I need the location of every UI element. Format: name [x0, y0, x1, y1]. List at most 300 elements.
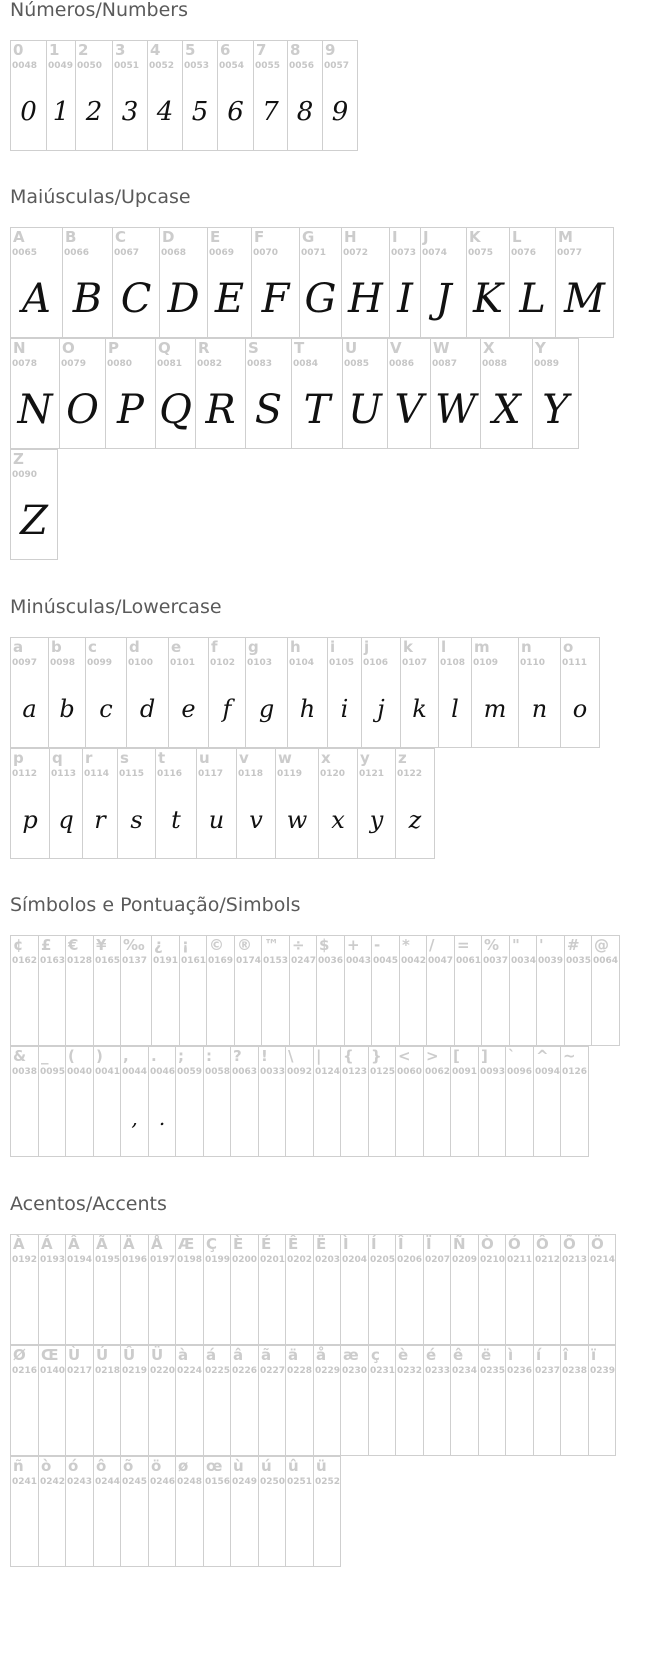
glyph-cell	[328, 638, 362, 748]
glyph-code: 0051	[114, 61, 140, 71]
glyph-sample	[451, 1384, 478, 1450]
glyph-cell	[66, 936, 94, 1046]
glyph-code: 0046	[150, 1067, 176, 1077]
glyph-sample	[231, 1085, 258, 1151]
glyph-code: 0169	[208, 956, 234, 966]
glyph-cell	[396, 1235, 424, 1345]
glyph-cell	[11, 638, 49, 748]
glyph-cell	[207, 936, 235, 1046]
glyph-cell	[259, 1457, 286, 1567]
glyph-sample: v	[249, 806, 263, 834]
glyph-cell	[556, 228, 614, 338]
glyph-code: 0212	[535, 1255, 561, 1265]
glyph-sample	[314, 1273, 340, 1339]
glyph-code: 0091	[452, 1067, 478, 1077]
glyph-character: =	[457, 936, 470, 954]
glyph-character: ù	[233, 1457, 244, 1475]
glyph-sample	[345, 974, 371, 1040]
glyph-sample	[589, 1384, 615, 1450]
glyph-code: 0252	[315, 1477, 341, 1487]
glyph-sample: H	[348, 276, 383, 322]
glyph-character: w	[278, 749, 292, 767]
glyph-sample: K	[473, 276, 503, 322]
glyph-cell	[11, 1235, 39, 1345]
glyph-character: €	[68, 936, 79, 954]
glyph-cell	[534, 1047, 561, 1157]
glyph-character: /	[429, 936, 435, 954]
glyph-sample: A	[22, 276, 51, 322]
glyph-code: 0053	[184, 61, 210, 71]
glyph-code: 0088	[482, 359, 508, 369]
glyph-character: Á	[41, 1235, 53, 1253]
glyph-code: 0174	[236, 956, 262, 966]
glyph-character: m	[474, 638, 490, 656]
glyph-code: 0205	[370, 1255, 396, 1265]
glyph-sample	[39, 1384, 65, 1450]
glyph-code: 0191	[153, 956, 179, 966]
glyph-code: 0140	[40, 1366, 66, 1376]
glyph-sample	[589, 1273, 615, 1339]
glyph-sample	[66, 1273, 93, 1339]
glyph-character: P	[108, 339, 119, 357]
glyph-code: 0083	[247, 359, 273, 369]
glyph-row	[10, 1345, 616, 1456]
glyph-cell	[66, 1346, 94, 1456]
glyph-code: 0109	[473, 658, 499, 668]
glyph-code: 0200	[232, 1255, 258, 1265]
glyph-code: 0209	[452, 1255, 478, 1265]
glyph-sample: R	[205, 387, 236, 433]
glyph-character: f	[211, 638, 218, 656]
glyph-cell	[231, 1346, 259, 1456]
glyph-code: 0195	[95, 1255, 121, 1265]
glyph-cell	[204, 1235, 231, 1345]
section-title-numbers: Números/Numbers	[10, 0, 188, 21]
glyph-cell	[218, 41, 254, 151]
glyph-cell	[196, 339, 246, 449]
glyph-character: !	[261, 1047, 268, 1065]
glyph-character: ¢	[13, 936, 24, 954]
glyph-cell	[86, 638, 127, 748]
glyph-sample	[149, 1384, 175, 1450]
glyph-sample	[152, 974, 179, 1040]
glyph-code: 0238	[562, 1366, 588, 1376]
glyph-sample	[341, 1085, 368, 1151]
glyph-code: 0224	[177, 1366, 203, 1376]
glyph-code: 0247	[291, 956, 317, 966]
glyph-cell	[401, 638, 439, 748]
glyph-sample	[259, 1495, 285, 1561]
glyph-character: B	[65, 228, 77, 246]
glyph-code: 0054	[219, 61, 245, 71]
glyph-character: }	[371, 1047, 382, 1065]
glyph-sample: .	[158, 1106, 166, 1130]
glyph-sample: N	[17, 387, 53, 433]
glyph-sample	[39, 1273, 65, 1339]
glyph-character: `	[508, 1047, 516, 1065]
glyph-cell	[60, 339, 106, 449]
glyph-code: 0229	[315, 1366, 341, 1376]
glyph-sample	[537, 974, 564, 1040]
glyph-character: È	[233, 1235, 244, 1253]
glyph-sample	[510, 974, 536, 1040]
glyph-sample	[482, 974, 509, 1040]
glyph-sample	[479, 1384, 505, 1450]
glyph-cell	[388, 339, 431, 449]
glyph-character: s	[120, 749, 129, 767]
glyph-sample	[66, 1384, 93, 1450]
glyph-cell	[342, 228, 390, 338]
glyph-code: 0234	[452, 1366, 478, 1376]
glyph-cell	[396, 1346, 424, 1456]
glyph-code: 0061	[456, 956, 482, 966]
glyph-sample: q	[58, 806, 74, 834]
glyph-cell	[369, 1346, 396, 1456]
glyph-character: R	[198, 339, 210, 357]
glyph-sample	[369, 1384, 395, 1450]
glyph-sample: Z	[20, 498, 48, 544]
glyph-cell	[231, 1457, 259, 1567]
glyph-sample: B	[72, 276, 103, 322]
glyph-cell	[197, 749, 237, 859]
glyph-cell	[11, 936, 39, 1046]
glyph-character: 4	[150, 41, 161, 59]
glyph-code: 0068	[161, 248, 187, 258]
glyph-code: 0039	[538, 956, 564, 966]
glyph-code: 0084	[293, 359, 319, 369]
glyph-cell	[341, 1346, 369, 1456]
glyph-sample: D	[167, 276, 200, 322]
glyph-cell	[276, 749, 319, 859]
glyph-cell	[362, 638, 401, 748]
glyph-cell	[204, 1457, 231, 1567]
glyph-sample	[121, 1495, 148, 1561]
glyph-cell	[113, 41, 148, 151]
glyph-character: Ì	[343, 1235, 349, 1253]
glyph-code: 0062	[425, 1067, 451, 1077]
glyph-character: n	[521, 638, 532, 656]
glyph-character: q	[52, 749, 63, 767]
glyph-sample	[262, 974, 289, 1040]
glyph-character: ó	[68, 1457, 79, 1475]
glyph-cell	[259, 1346, 286, 1456]
glyph-code: 0126	[562, 1067, 588, 1077]
glyph-cell	[246, 638, 288, 748]
glyph-row	[10, 449, 58, 560]
glyph-character: Ù	[68, 1346, 81, 1364]
glyph-character: ¥	[96, 936, 107, 954]
glyph-cell	[94, 1346, 121, 1456]
glyph-sample	[369, 1085, 395, 1151]
glyph-code: 0112	[12, 769, 38, 779]
glyph-cell	[11, 1346, 39, 1456]
glyph-character: à	[178, 1346, 189, 1364]
glyph-code: 0077	[557, 248, 583, 258]
section-title-upcase: Maiúsculas/Upcase	[10, 186, 191, 208]
glyph-cell	[160, 228, 208, 338]
glyph-cell	[121, 1457, 149, 1567]
glyph-code: 0096	[507, 1067, 533, 1077]
glyph-sample	[235, 974, 261, 1040]
glyph-cell	[431, 339, 481, 449]
glyph-sample	[231, 1495, 258, 1561]
glyph-cell	[288, 41, 323, 151]
glyph-sample: p	[22, 806, 38, 834]
glyph-cell	[149, 1457, 176, 1567]
glyph-code: 0153	[263, 956, 289, 966]
glyph-character: H	[344, 228, 357, 246]
glyph-sample: 1	[52, 97, 70, 127]
glyph-sample	[506, 1384, 533, 1450]
glyph-sample: C	[120, 276, 152, 322]
glyph-cell	[451, 1235, 479, 1345]
glyph-code: 0163	[40, 956, 66, 966]
glyph-character: o	[563, 638, 574, 656]
glyph-cell	[519, 638, 561, 748]
glyph-code: 0110	[520, 658, 546, 668]
glyph-sample: L	[519, 276, 546, 322]
glyph-cell	[589, 1346, 616, 1456]
glyph-character: t	[158, 749, 166, 767]
glyph-code: 0099	[87, 658, 113, 668]
glyph-character: I	[392, 228, 398, 246]
glyph-character: ™	[264, 936, 279, 954]
glyph-code: 0034	[511, 956, 537, 966]
glyph-character: Ê	[288, 1235, 299, 1253]
glyph-code: 0207	[425, 1255, 451, 1265]
glyph-character: ë	[481, 1346, 492, 1364]
glyph-sample: 4	[156, 97, 174, 127]
glyph-cell	[94, 936, 121, 1046]
glyph-code: 0204	[342, 1255, 368, 1265]
glyph-sample	[314, 1085, 340, 1151]
glyph-character: Q	[158, 339, 171, 357]
glyph-cell	[479, 1235, 506, 1345]
glyph-code: 0219	[122, 1366, 148, 1376]
glyph-sample	[369, 1273, 395, 1339]
glyph-sample: 0	[20, 97, 37, 127]
glyph-code: 0057	[324, 61, 350, 71]
glyph-code: 0137	[122, 956, 148, 966]
glyph-cell	[94, 1457, 121, 1567]
glyph-cell	[118, 749, 156, 859]
glyph-cell	[286, 1235, 314, 1345]
glyph-sample: T	[303, 387, 331, 433]
glyph-cell	[262, 936, 290, 1046]
glyph-code: 0070	[253, 248, 279, 258]
glyph-sample	[455, 974, 481, 1040]
glyph-sample	[176, 1384, 203, 1450]
glyph-cell	[254, 41, 288, 151]
glyph-code: 0079	[61, 359, 87, 369]
glyph-cell	[510, 936, 537, 1046]
glyph-row	[10, 748, 435, 859]
glyph-code: 0106	[363, 658, 389, 668]
glyph-cell	[479, 1047, 506, 1157]
glyph-character: ú	[261, 1457, 272, 1475]
glyph-character: r	[85, 749, 93, 767]
glyph-character: e	[171, 638, 182, 656]
glyph-sample	[94, 1495, 120, 1561]
glyph-cell	[561, 1047, 589, 1157]
glyph-cell	[372, 936, 400, 1046]
glyph-character: >	[426, 1047, 439, 1065]
glyph-character: 5	[185, 41, 196, 59]
glyph-character: Ç	[206, 1235, 218, 1253]
glyph-sample	[314, 1384, 340, 1450]
glyph-code: 0194	[67, 1255, 93, 1265]
glyph-character: j	[364, 638, 370, 656]
glyph-code: 0192	[12, 1255, 38, 1265]
glyph-cell	[106, 339, 156, 449]
glyph-code: 0217	[67, 1366, 93, 1376]
glyph-cell	[149, 1047, 176, 1157]
glyph-sample: d	[139, 695, 156, 723]
glyph-row	[10, 338, 579, 449]
glyph-cell	[63, 228, 113, 338]
glyph-code: 0233	[425, 1366, 451, 1376]
glyph-sample	[121, 1384, 148, 1450]
glyph-cell	[169, 638, 209, 748]
glyph-character: p	[13, 749, 24, 767]
glyph-sample	[341, 1273, 368, 1339]
glyph-character: ^	[536, 1047, 549, 1065]
glyph-character: 7	[256, 41, 267, 59]
glyph-sample: 8	[296, 97, 314, 127]
glyph-row	[10, 1456, 341, 1567]
glyph-sample	[314, 1495, 340, 1561]
glyph-code: 0210	[480, 1255, 506, 1265]
glyph-cell	[319, 749, 358, 859]
glyph-code: 0161	[181, 956, 207, 966]
glyph-character: (	[68, 1047, 75, 1065]
glyph-character: õ	[123, 1457, 134, 1475]
glyph-cell	[343, 339, 388, 449]
glyph-character: S	[248, 339, 259, 357]
glyph-sample: f	[222, 695, 232, 723]
glyph-sample	[506, 1085, 533, 1151]
glyph-character: V	[390, 339, 402, 357]
glyph-code: 0201	[260, 1255, 286, 1265]
glyph-code: 0085	[344, 359, 370, 369]
glyph-character: Å	[151, 1235, 163, 1253]
glyph-code: 0072	[343, 248, 369, 258]
glyph-character: '	[539, 936, 544, 954]
glyph-sample: U	[348, 387, 382, 433]
glyph-code: 0098	[50, 658, 76, 668]
glyph-code: 0040	[67, 1067, 93, 1077]
glyph-sample: r	[94, 806, 106, 834]
glyph-character: î	[563, 1346, 569, 1364]
glyph-sample: m	[483, 695, 507, 723]
glyph-sample	[259, 1384, 285, 1450]
glyph-row	[10, 227, 614, 338]
glyph-sample	[259, 1085, 285, 1151]
glyph-sample	[180, 974, 206, 1040]
glyph-code: 0033	[260, 1067, 286, 1077]
glyph-sample	[396, 1085, 423, 1151]
glyph-code: 0113	[51, 769, 77, 779]
glyph-character: :	[206, 1047, 212, 1065]
glyph-code: 0102	[210, 658, 236, 668]
glyph-cell	[113, 228, 160, 338]
glyph-cell	[369, 1047, 396, 1157]
glyph-character: d	[129, 638, 140, 656]
glyph-character: h	[290, 638, 301, 656]
glyph-cell	[292, 339, 343, 449]
glyph-character: *	[402, 936, 410, 954]
glyph-character: U	[345, 339, 358, 357]
glyph-character: í	[536, 1346, 542, 1364]
glyph-code: 0080	[107, 359, 133, 369]
glyph-code: 0125	[370, 1067, 396, 1077]
glyph-code: 0067	[114, 248, 140, 258]
glyph-sample	[290, 974, 316, 1040]
glyph-sample: b	[59, 695, 75, 723]
glyph-cell	[479, 1346, 506, 1456]
glyph-character: G	[302, 228, 315, 246]
glyph-cell	[204, 1346, 231, 1456]
glyph-row	[10, 1046, 589, 1157]
glyph-sample: e	[181, 695, 196, 723]
glyph-cell	[424, 1235, 451, 1345]
glyph-row	[10, 1234, 616, 1345]
glyph-character: ò	[41, 1457, 52, 1475]
glyph-cell	[127, 638, 169, 748]
section-title-symbols: Símbolos e Pontuação/Simbols	[10, 894, 301, 916]
glyph-sample: Q	[159, 387, 192, 433]
glyph-code: 0216	[12, 1366, 38, 1376]
glyph-cell	[427, 936, 455, 1046]
glyph-code: 0071	[301, 248, 327, 258]
glyph-character: Û	[123, 1346, 136, 1364]
glyph-cell	[204, 1047, 231, 1157]
glyph-code: 0226	[232, 1366, 258, 1376]
glyph-code: 0244	[95, 1477, 121, 1487]
glyph-character: ä	[288, 1346, 299, 1364]
glyph-cell	[76, 41, 113, 151]
glyph-sample: w	[286, 806, 308, 834]
glyph-cell	[156, 749, 197, 859]
glyph-character: æ	[343, 1346, 359, 1364]
glyph-code: 0220	[150, 1366, 176, 1376]
glyph-code: 0104	[289, 658, 315, 668]
glyph-code: 0123	[342, 1067, 368, 1077]
glyph-code: 0165	[95, 956, 121, 966]
glyph-sample	[341, 1384, 368, 1450]
glyph-code: 0237	[535, 1366, 561, 1376]
glyph-sample	[561, 1273, 588, 1339]
glyph-code: 0202	[287, 1255, 313, 1265]
glyph-character: Æ	[178, 1235, 195, 1253]
glyph-code: 0097	[12, 658, 38, 668]
glyph-character: Y	[535, 339, 546, 357]
glyph-sample	[286, 1384, 313, 1450]
glyph-cell	[396, 749, 435, 859]
glyph-sample: 2	[85, 97, 103, 127]
glyph-sample	[534, 1085, 560, 1151]
glyph-character: ;	[178, 1047, 184, 1065]
glyph-character: @	[594, 936, 609, 954]
glyph-code: 0076	[511, 248, 537, 258]
glyph-cell	[300, 228, 342, 338]
glyph-character: D	[162, 228, 175, 246]
glyph-sample: W	[434, 387, 477, 433]
glyph-character: u	[199, 749, 210, 767]
glyph-code: 0199	[205, 1255, 231, 1265]
glyph-cell	[209, 638, 246, 748]
glyph-character: Â	[68, 1235, 80, 1253]
